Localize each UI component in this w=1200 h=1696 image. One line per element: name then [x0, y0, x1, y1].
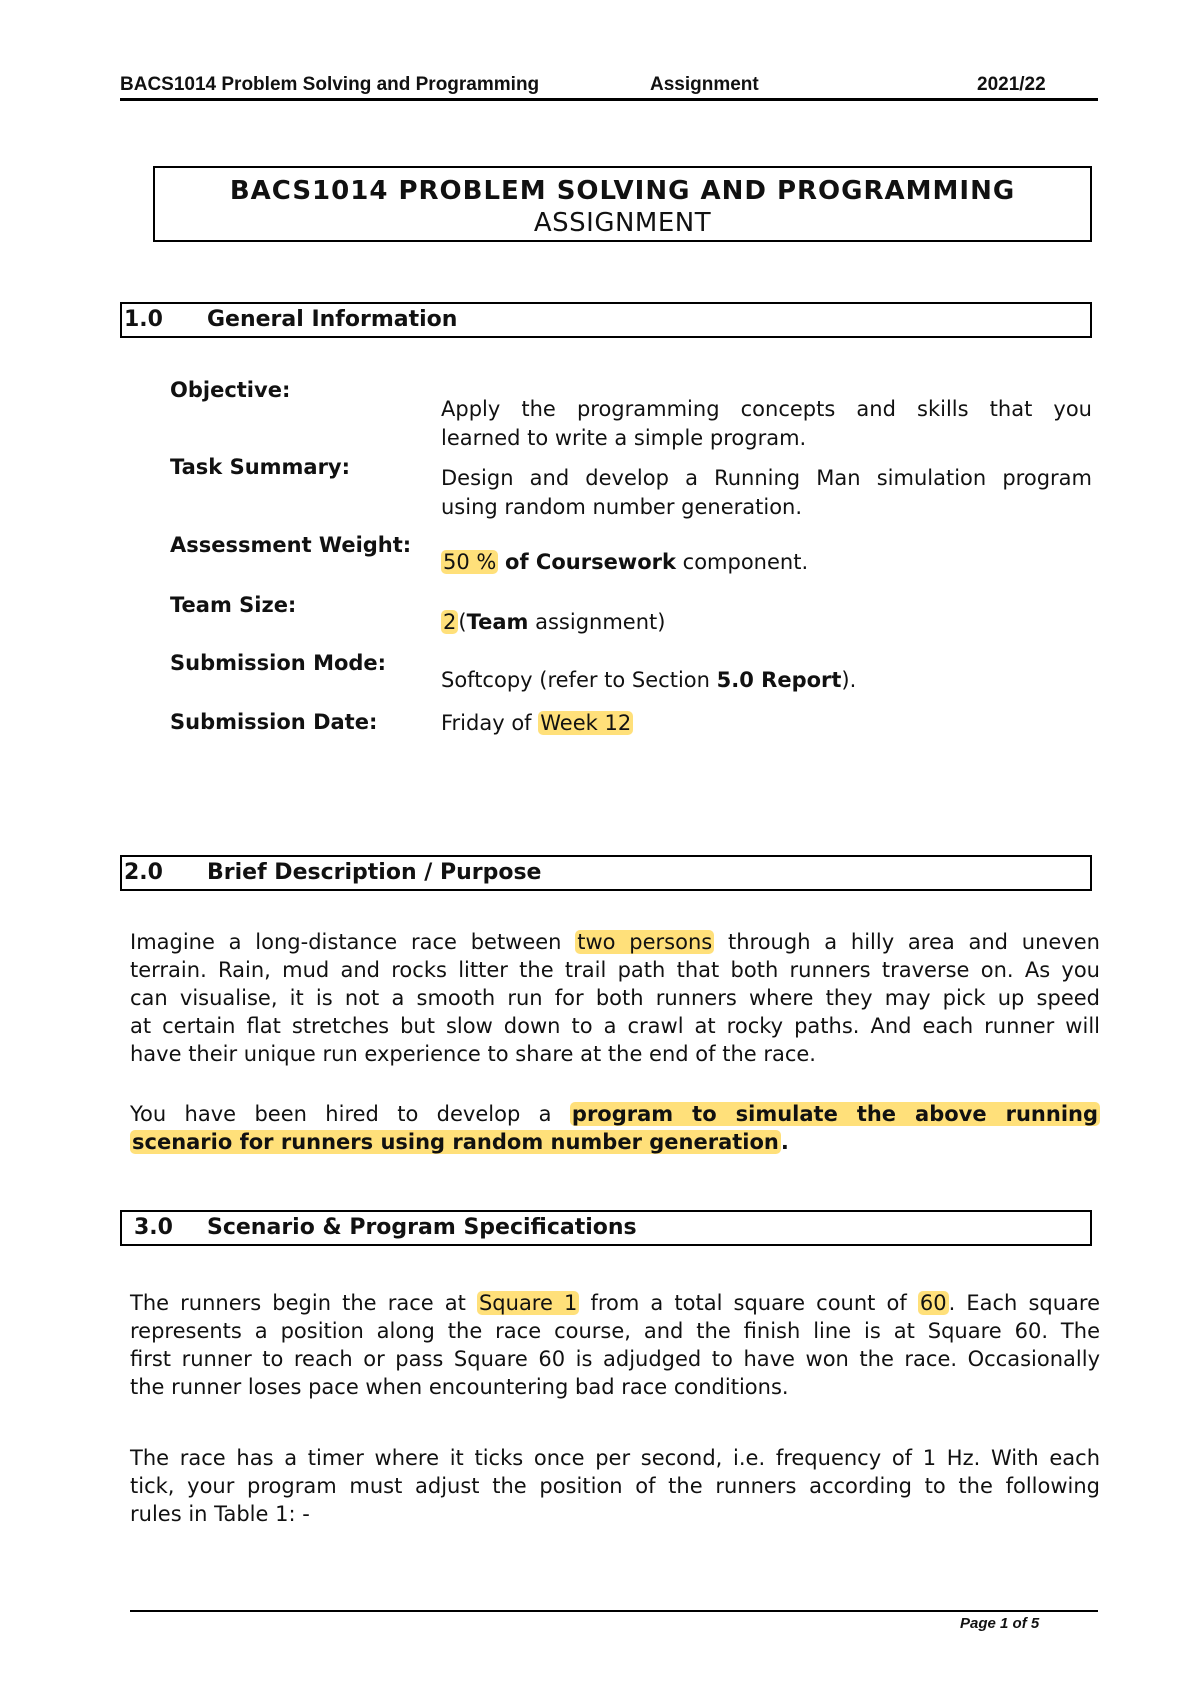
team-size-label: Team Size: — [170, 593, 297, 617]
s3-p2-line-2: tick, your program must adjust the position of the runners according to the following — [130, 1474, 1100, 1498]
task-line-2: using random number generation. — [441, 495, 803, 519]
section-3-number: 3.0 — [134, 1215, 173, 1240]
section-3-heading — [120, 1210, 1092, 1246]
s2-p2-l2-highlight: scenario for runners using random number generation — [132, 1130, 779, 1154]
header-rule — [120, 98, 1098, 101]
s2-p1-line-4: at certain flat stretches but slow down to a crawl at rocky paths. And each runner will — [130, 1014, 1100, 1038]
header-course: BACS1014 Problem Solving and Programming — [120, 74, 540, 95]
objective-value — [441, 395, 1092, 453]
s3-p1-l1-total: 60 — [919, 1291, 947, 1315]
s3-p1-l1-post: . Each square — [948, 1291, 1100, 1315]
objective-line-2: learned to write a simple program. — [441, 426, 807, 450]
weight-bold: of Coursework — [505, 550, 676, 574]
assessment-weight-value — [441, 548, 1092, 577]
team-number: 2 — [443, 610, 457, 634]
mode-bold: 5.0 Report — [716, 668, 842, 692]
s3-p1-l1-pre: The runners begin the race at — [130, 1291, 466, 1315]
team-rest: assignment) — [535, 610, 666, 634]
section-2-title: Brief Description / Purpose — [207, 860, 542, 885]
team-open-paren: ( — [458, 610, 467, 634]
s2-p1-line-3: can visualise, it is not a smooth run for both runners where they may pick up speed — [130, 986, 1100, 1010]
task-summary-label: Task Summary: — [170, 455, 351, 479]
objective-label: Objective: — [170, 378, 291, 402]
mode-post: ). — [841, 668, 857, 692]
objective-line-1: Apply the programming concepts and skills that you — [441, 397, 1092, 421]
s3-p2-line-3: rules in Table 1: - — [130, 1502, 310, 1526]
s2-p1-l1-post: through a hilly area and uneven — [727, 930, 1100, 954]
section-1-number: 1.0 — [124, 307, 163, 332]
page-number: Page 1 of 5 — [960, 1615, 1040, 1632]
date-pre: Friday of — [441, 711, 532, 735]
s2-p1-line-5: have their unique run experience to share at the end of the race. — [130, 1042, 816, 1066]
section-2-paragraph-1 — [130, 928, 1100, 1068]
task-summary-value — [441, 464, 1092, 522]
s2-p1-l1-pre: Imagine a long-distance race between — [130, 930, 562, 954]
team-size-value — [441, 608, 1092, 637]
s3-p1-l1-mid: from a total square count of — [590, 1291, 907, 1315]
date-week: Week 12 — [540, 711, 632, 735]
section-3-paragraph-2 — [130, 1444, 1100, 1528]
s3-p1-l1-square: Square 1 — [478, 1291, 578, 1315]
document-subtitle: ASSIGNMENT — [533, 208, 712, 238]
s3-p1-line-3: first runner to reach or pass Square 60 is adjudged to have won the race. Occasionally — [130, 1347, 1100, 1371]
section-2-number: 2.0 — [124, 860, 163, 885]
section-3-paragraph-1 — [130, 1289, 1100, 1401]
title-box — [153, 166, 1092, 242]
task-line-1: Design and develop a Running Man simulation program — [441, 466, 1092, 490]
assessment-weight-label: Assessment Weight: — [170, 533, 412, 557]
header-year: 2021/22 — [977, 74, 1046, 95]
header-doc-type: Assignment — [650, 74, 759, 95]
section-1-title: General Information — [207, 307, 458, 332]
s3-p2-line-1: The race has a timer where it ticks once per second, i.e. frequency of 1 Hz. With each — [130, 1446, 1100, 1470]
s3-p1-line-2: represents a position along the race course, and the finish line is at Square 60. The — [130, 1319, 1100, 1343]
submission-date-value — [441, 709, 1092, 738]
document-title: BACS1014 PROBLEM SOLVING AND PROGRAMMING — [229, 176, 1016, 206]
submission-mode-label: Submission Mode: — [170, 651, 387, 675]
weight-rest: component. — [682, 550, 809, 574]
weight-percent: 50 % — [443, 550, 497, 574]
section-2-heading — [120, 855, 1092, 891]
s2-p1-line-2: terrain. Rain, mud and rocks litter the trail path that both runners traverse on. As you — [130, 958, 1100, 982]
section-2-paragraph-2 — [130, 1100, 1100, 1156]
s3-p1-line-4: the runner loses pace when encountering bad race conditions. — [130, 1375, 789, 1399]
s2-p2-l2-post: . — [780, 1130, 789, 1154]
s2-p1-l1-highlight: two persons — [577, 930, 713, 954]
section-3-title: Scenario & Program Specifications — [207, 1215, 637, 1240]
footer-rule — [130, 1610, 1098, 1612]
submission-mode-value — [441, 666, 1092, 695]
s2-p2-l1-pre: You have been hired to develop a — [130, 1102, 552, 1126]
s2-p2-l1-highlight: program to simulate the above running — [571, 1102, 1098, 1126]
mode-pre: Softcopy (refer to Section — [441, 668, 710, 692]
team-bold: Team — [466, 610, 529, 634]
submission-date-label: Submission Date: — [170, 710, 378, 734]
section-1-heading — [120, 302, 1092, 338]
